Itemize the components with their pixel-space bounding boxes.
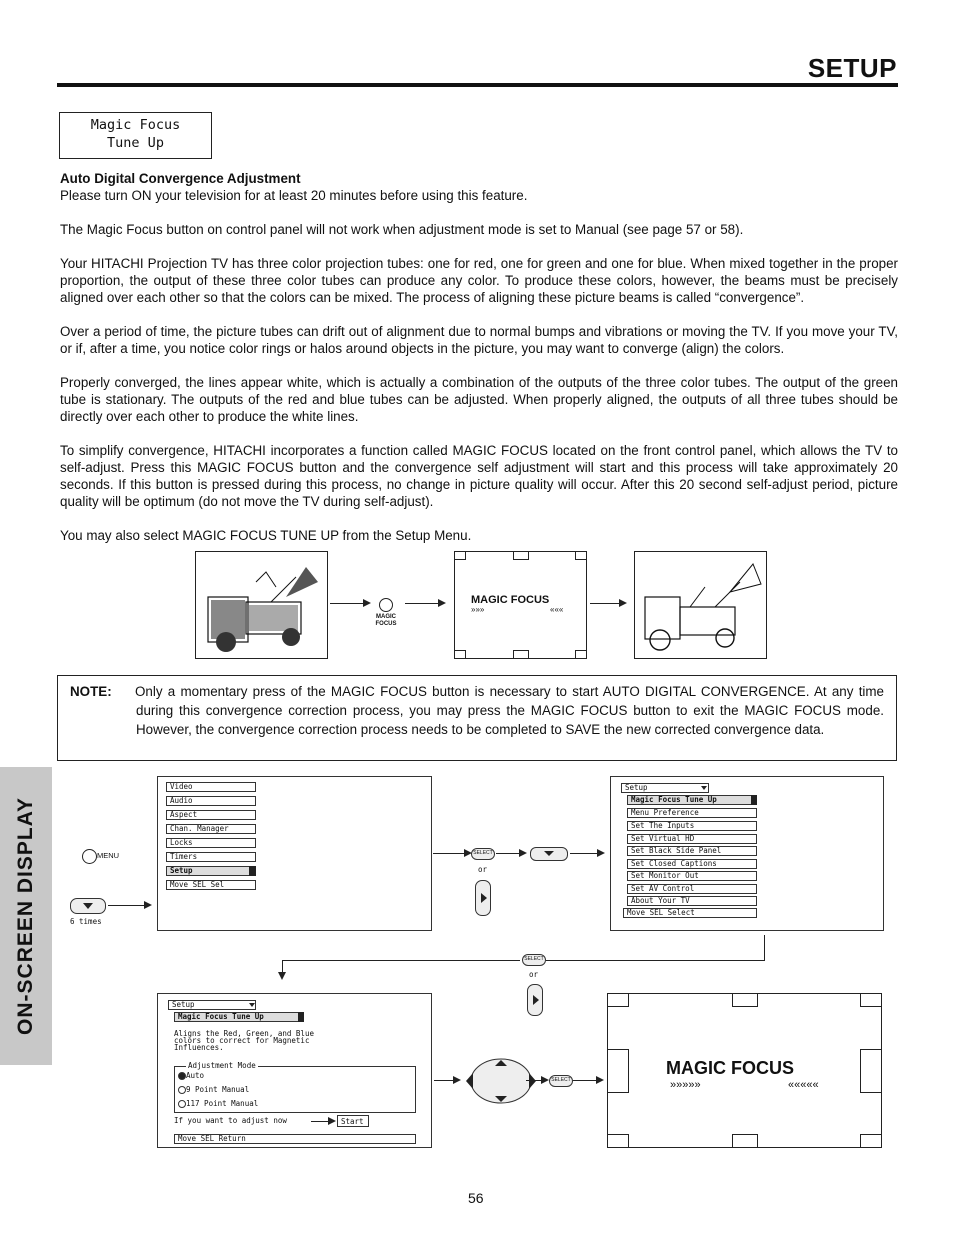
- note-label: NOTE:: [70, 684, 112, 699]
- arrow-head: [144, 901, 152, 909]
- rover-picture-misaligned: [195, 551, 328, 659]
- arrow: [590, 603, 620, 604]
- chevrons-left: »»»»»: [670, 1079, 701, 1091]
- arrow-head: [619, 599, 627, 607]
- start-button[interactable]: Start: [337, 1115, 369, 1127]
- or-label: or: [529, 970, 539, 979]
- dropdown-icon: [701, 786, 707, 790]
- menu-item-audio[interactable]: Audio: [166, 796, 256, 806]
- magic-focus-screen-small: [454, 551, 587, 659]
- arrow-head: [541, 1076, 549, 1084]
- submenu-arrow-icon: [249, 866, 256, 876]
- rover-sketch-icon: [635, 552, 765, 657]
- tune-up-menu-footer: Move SEL Return: [174, 1134, 416, 1144]
- menu-button[interactable]: [82, 849, 97, 864]
- submenu-arrow-icon: [751, 795, 757, 805]
- down-arrow-button[interactable]: [530, 847, 568, 861]
- down-arrow-button[interactable]: [70, 898, 106, 914]
- setup-item-set-the-inputs[interactable]: Set The Inputs: [627, 821, 757, 831]
- right-arrow-button[interactable]: [475, 880, 491, 916]
- rover-sketch-icon: [196, 552, 326, 657]
- setup-item-set-monitor-out[interactable]: Set Monitor Out: [627, 871, 757, 881]
- arrow: [496, 853, 520, 854]
- arrow: [526, 1080, 542, 1081]
- setup-menu-footer: Move SEL Select: [623, 908, 757, 918]
- setup-menu-panel: [610, 776, 884, 931]
- arrow-head: [363, 599, 371, 607]
- menu-item-timers[interactable]: Timers: [166, 852, 256, 862]
- tune-up-menu-subtitle: Magic Focus Tune Up: [174, 1012, 304, 1022]
- directional-pad[interactable]: [461, 1055, 541, 1107]
- tune-up-menu-title: Setup: [168, 1000, 256, 1010]
- chevrons-right: «««: [550, 605, 564, 614]
- adjust-prompt: If you want to adjust now: [174, 1116, 287, 1125]
- radio-117-point[interactable]: [178, 1100, 186, 1108]
- paragraph: You may also select MAGIC FOCUS TUNE UP from the Setup Menu.: [60, 528, 472, 543]
- feature-title-line1: Magic Focus: [90, 117, 181, 133]
- menu-item-chan-manager[interactable]: Chan. Manager: [166, 824, 256, 834]
- times-label: 6 times: [70, 917, 102, 926]
- arrow-head: [438, 599, 446, 607]
- tune-up-menu-panel: [157, 993, 432, 1148]
- right-arrow-button[interactable]: [527, 984, 543, 1016]
- arrow: [573, 1080, 597, 1081]
- feature-title-line2: Tune Up: [107, 135, 164, 151]
- page-number: 56: [468, 1190, 484, 1206]
- arrow: [570, 853, 598, 854]
- side-tab-label: ON-SCREEN DISPLAY: [14, 797, 37, 1035]
- setup-item-set-black-side-panel[interactable]: Set Black Side Panel: [627, 846, 757, 856]
- menu-item-locks[interactable]: Locks: [166, 838, 256, 848]
- menu-item-aspect[interactable]: Aspect: [166, 810, 256, 820]
- tune-up-description: Aligns the Red, Green, and Blue colors to correct for Magnetic Influences.: [174, 1029, 314, 1052]
- menu-footer: Move SEL Sel: [166, 880, 256, 890]
- dropdown-icon: [249, 1003, 255, 1007]
- arrow: [330, 603, 364, 604]
- dpad-icon: [461, 1055, 541, 1107]
- setup-item-set-virtual-hd[interactable]: Set Virtual HD: [627, 834, 757, 844]
- down-arrow-icon: [544, 851, 554, 856]
- magic-focus-button-label: MAGIC FOCUS: [375, 614, 397, 627]
- menu-button-label: MENU: [97, 851, 120, 860]
- main-menu-panel: [157, 776, 432, 931]
- paragraph: Over a period of time, the picture tubes can drift out of alignment due to normal bumps and vibrations or moving the TV. If you move your TV, or if, after a time, you notice color rings or halos around objects in the picture, you may want to converge (align) the colors.: [60, 324, 898, 356]
- arrow-head-down: [278, 972, 286, 980]
- setup-item-set-av-control[interactable]: Set AV Control: [627, 884, 757, 894]
- chevrons-left: »»»: [471, 605, 485, 614]
- side-tab: [0, 767, 52, 1065]
- menu-item-setup[interactable]: Setup: [166, 866, 256, 876]
- chevrons-right: «««««: [788, 1079, 819, 1091]
- arrow: [108, 905, 145, 906]
- arrow-head: [453, 1076, 461, 1084]
- arrow: [405, 603, 439, 604]
- magic-focus-button[interactable]: [379, 598, 393, 612]
- radio-auto[interactable]: [178, 1072, 186, 1080]
- right-arrow-icon: [533, 995, 539, 1005]
- select-button[interactable]: SELECT: [549, 1075, 573, 1087]
- setup-item-magic-focus-tune-up[interactable]: Magic Focus Tune Up: [627, 795, 757, 805]
- connector-line: [546, 960, 765, 961]
- select-button[interactable]: SELECT: [522, 954, 546, 966]
- connector-line: [282, 960, 520, 961]
- adjustment-mode-label: Adjustment Mode: [188, 1061, 256, 1070]
- paragraph: Please turn ON your television for at least 20 minutes before using this feature.: [60, 188, 528, 203]
- connector-line: [764, 935, 765, 960]
- select-button[interactable]: SELECT: [471, 848, 495, 860]
- content-section: [60, 170, 898, 544]
- submenu-arrow-icon: [298, 1012, 304, 1022]
- magic-focus-screen-large: [607, 993, 882, 1148]
- magic-focus-title-large: MAGIC FOCUS: [666, 1058, 794, 1078]
- arrow-head: [519, 849, 527, 857]
- option-117-point: 117 Point Manual: [186, 1099, 259, 1108]
- setup-item-menu-preference[interactable]: Menu Preference: [627, 808, 757, 818]
- paragraph: Your HITACHI Projection TV has three color projection tubes: one for red, one for green and one for blue. When mixed together in the proper proportion, the output of these three color tubes can produce any color. To produce these colors, however, the beams must be precisely aligned over each other so that the colors can be mixed. The process of aligning these picture beams is called “convergence”.: [60, 256, 898, 305]
- section-heading: Auto Digital Convergence Adjustment: [60, 171, 301, 186]
- menu-item-video[interactable]: Video: [166, 782, 256, 792]
- rover-picture-aligned: [634, 551, 767, 659]
- arrow: [433, 853, 465, 854]
- option-auto: Auto: [186, 1071, 205, 1080]
- magic-focus-title-small: MAGIC FOCUS: [471, 594, 550, 606]
- paragraph: The Magic Focus button on control panel will not work when adjustment mode is set to Manual (see page 57 or 58).: [60, 222, 744, 237]
- arrow-head: [597, 849, 605, 857]
- arrow: [434, 1080, 454, 1081]
- note-box: [57, 675, 897, 761]
- note-text: Only a momentary press of the MAGIC FOCUS button is necessary to start AUTO DIGITAL CONVERGENCE. At any time during this convergence correction process, you may press the MAGIC FOCUS button to exit the MAGIC FOCUS mode. However, the convergence correction process needs to be completed to SAVE the new corrected convergence data.: [135, 684, 884, 737]
- radio-9-point[interactable]: [178, 1086, 186, 1094]
- paragraph: Properly converged, the lines appear white, which is actually a combination of the outputs of the three color tubes. The output of the green tube is stationary. The outputs of the red and blue tubes can be adjusted. When properly aligned, the outputs of all three tubes should be directly over each other to produce the white lines.: [60, 375, 898, 424]
- setup-item-about-your-tv[interactable]: About Your TV: [627, 896, 757, 906]
- header-rule: [57, 83, 898, 87]
- paragraph: To simplify convergence, HITACHI incorporates a function called MAGIC FOCUS located on the front control panel, which allows the TV to self-adjust. Press this MAGIC FOCUS button and the convergence self adjustment will start and this process will take approximately 20 seconds. If this button is pressed during this process, no change in picture quality will occur. After this 20 second self-adjust period, picture quality will be optimum (do not move the TV during self-adjust).: [60, 443, 898, 509]
- setup-item-set-closed-captions[interactable]: Set Closed Captions: [627, 859, 757, 869]
- right-arrow-icon: [481, 893, 487, 903]
- arrow: [311, 1121, 329, 1122]
- arrow-head: [596, 1076, 604, 1084]
- feature-title-box: [59, 112, 212, 159]
- down-arrow-icon: [83, 903, 93, 909]
- option-9-point: 9 Point Manual: [186, 1085, 250, 1094]
- page-title: SETUP: [807, 53, 897, 83]
- setup-menu-title: Setup: [621, 783, 709, 793]
- or-label: or: [478, 865, 488, 874]
- arrow-head: [328, 1117, 336, 1125]
